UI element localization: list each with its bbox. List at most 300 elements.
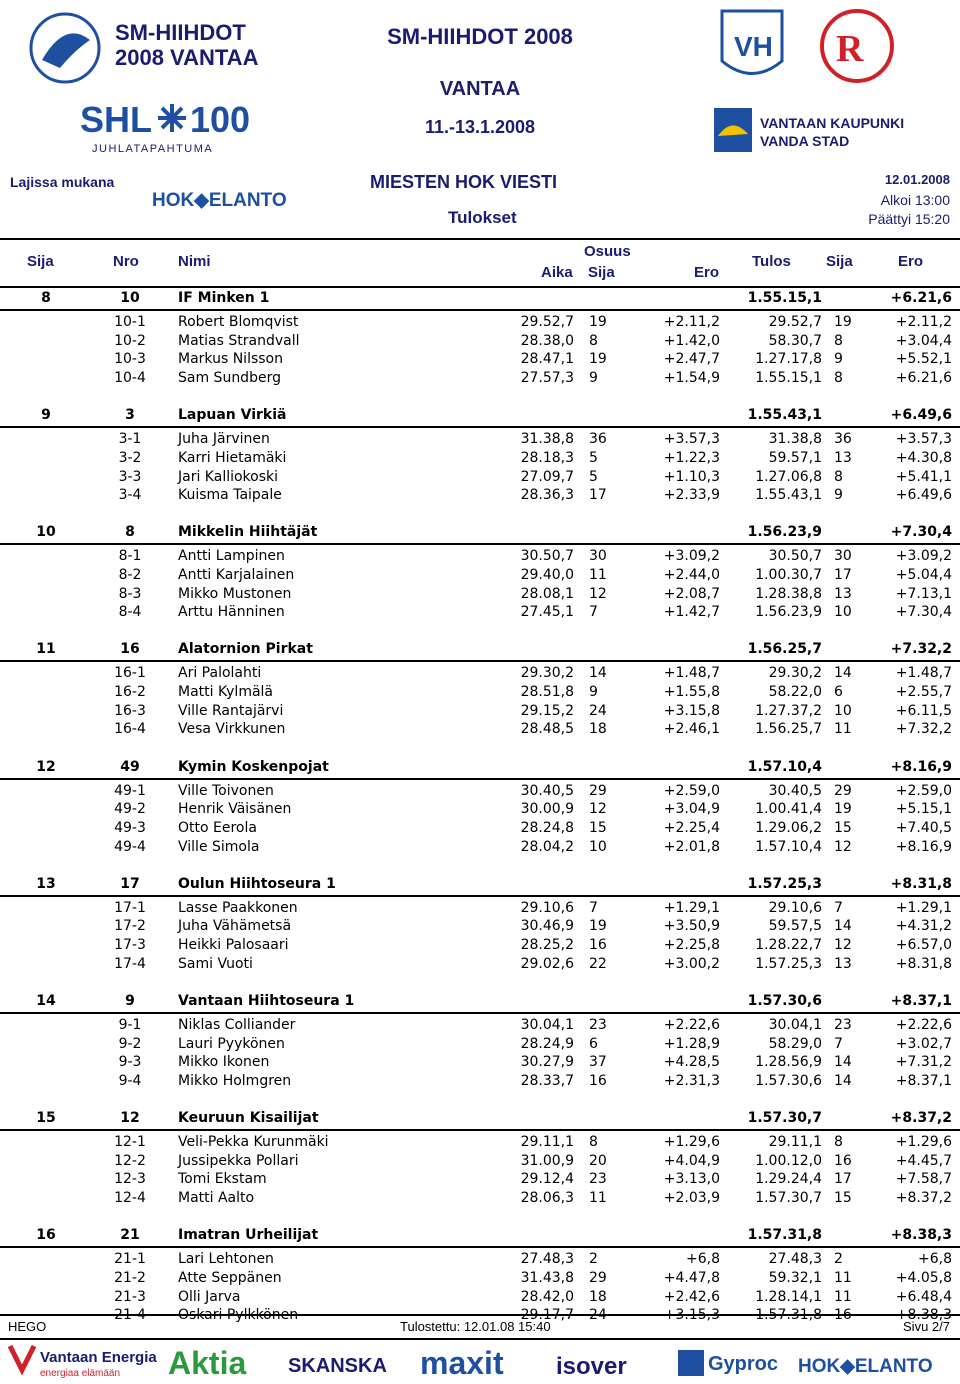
cumulative-rank: 30 [834,548,852,565]
leg-time: 29.02,6 [520,955,574,972]
cumulative-diff: +5.41,1 [895,468,952,485]
leg-time: 29.17,7 [520,1307,574,1324]
team-diff: +8.38,3 [890,1227,952,1244]
leg-row [0,350,960,369]
cumulative-time: 1.00.41,4 [755,801,822,818]
leg-row [0,1152,960,1171]
team-name: Imatran Urheilijat [178,1227,319,1244]
leg-time: 28.47,1 [520,351,574,368]
team-result: 1.57.31,8 [747,1227,822,1244]
leg-rank: 9 [589,684,598,701]
team-diff: +7.30,4 [890,524,952,541]
team-block [0,641,960,739]
leg-diff: +4.47,8 [663,1269,720,1286]
skier-name: Mikko Ikonen [178,1054,270,1071]
leg-number: 12-4 [114,1190,146,1207]
cumulative-diff: +1.29,6 [895,1133,952,1150]
leg-diff: +2.33,9 [663,487,720,504]
cumulative-rank: 6 [834,684,843,701]
leg-row [0,936,960,955]
leg-row [0,332,960,351]
team-result: 1.57.30,7 [747,1109,822,1126]
cumulative-diff: +8.38,3 [895,1307,952,1324]
leg-row [0,313,960,332]
leg-row [0,838,960,857]
footer-page-number: Sivu 2/7 [903,1319,950,1334]
cumulative-rank: 19 [834,314,852,330]
leg-diff: +2.42,6 [663,1288,720,1305]
leg-rank: 24 [589,1307,607,1324]
col-leg-ero: Ero [694,264,720,281]
leg-row [0,585,960,604]
leg-number: 8-1 [118,548,142,565]
team-rank: 16 [36,1227,56,1244]
team-row [0,876,960,897]
leg-row [0,819,960,838]
cumulative-rank: 8 [834,332,843,349]
skier-name: Jussipekka Pollari [178,1152,299,1169]
team-block [0,524,960,622]
cumulative-time: 1.56.23,9 [755,604,822,621]
cumulative-rank: 9 [834,351,843,368]
team-result: 1.55.15,1 [747,290,822,306]
skier-name: Vesa Virkkunen [178,721,286,738]
team-result: 1.57.25,3 [747,875,822,892]
leg-diff: +1.48,7 [663,665,720,682]
leg-number: 3-1 [118,431,142,448]
leg-number: 49-1 [114,782,146,799]
cumulative-time: 1.27.06,8 [755,468,822,485]
team-rank: 15 [36,1109,56,1126]
leg-row [0,1035,960,1054]
cumulative-rank: 9 [834,487,843,504]
leg-number: 17-1 [114,899,146,916]
leg-number: 8-2 [118,566,142,583]
skier-name: Ville Simola [178,838,260,855]
leg-diff: +3.04,9 [663,801,720,818]
skier-name: Antti Karjalainen [178,566,295,583]
vantaa-city-logo [714,108,904,152]
cumulative-diff: +6.48,4 [895,1288,952,1305]
skier-name: Henrik Väisänen [178,801,292,818]
team-result: 1.57.10,4 [747,758,822,775]
sponsor-logos-right [712,6,912,166]
leg-diff: +1.54,9 [663,370,720,387]
leg-number: 9-1 [118,1016,142,1033]
cumulative-diff: +2.59,0 [895,782,952,799]
leg-time: 29.11,1 [520,1133,574,1150]
leg-number: 3-3 [118,468,142,485]
cumulative-time: 59.57,5 [768,918,822,935]
leg-rank: 36 [589,431,607,448]
leg-rank: 11 [589,1190,607,1207]
leg-number: 10-3 [114,351,146,368]
team-rank: 8 [41,290,51,306]
leg-time: 28.08,1 [520,585,574,602]
leg-number: 3-4 [118,487,142,504]
leg-row [0,1133,960,1152]
cumulative-diff: +2.55,7 [895,684,952,701]
leg-time: 28.36,3 [520,487,574,504]
leg-time: 31.38,8 [520,431,574,448]
leg-diff: +1.28,9 [663,1035,720,1052]
leg-diff: +1.42,0 [663,332,720,349]
leg-row [0,1170,960,1189]
skier-name: Markus Nilsson [178,351,283,368]
leg-row [0,702,960,721]
cumulative-rank: 11 [834,1288,852,1305]
leg-row [0,449,960,468]
cumulative-time: 58.22,0 [768,684,822,701]
leg-row [0,683,960,702]
team-rank: 12 [36,758,56,775]
gyproc-logo [678,1350,778,1376]
cumulative-diff: +6.21,6 [895,370,952,387]
leg-diff: +3.15,8 [663,702,720,719]
team-row [0,759,960,780]
cumulative-time: 1.57.30,7 [755,1190,822,1207]
leg-row [0,1016,960,1035]
cumulative-rank: 11 [834,721,852,738]
leg-diff: +3.57,3 [663,431,720,448]
cumulative-diff: +6.11,5 [895,702,952,719]
leg-row [0,899,960,918]
maxit-logo: maxit [420,1345,504,1381]
team-name: Mikkelin Hiihtäjät [178,524,318,541]
cumulative-diff: +6,8 [918,1251,952,1268]
cumulative-time: 30.50,7 [768,548,822,565]
leg-diff: +4.04,9 [663,1152,720,1169]
leg-time: 31.00,9 [520,1152,574,1169]
cumulative-time: 59.32,1 [768,1269,822,1286]
shl-number: 100 [190,99,251,140]
cumulative-rank: 14 [834,918,852,935]
leg-row [0,603,960,622]
leg-number: 12-1 [114,1133,146,1150]
leg-rank: 5 [589,449,598,466]
shl-sub: JUHLATAPAHTUMA [92,143,214,155]
leg-time: 27.09,7 [520,468,574,485]
leg-time: 30.27,9 [520,1054,574,1071]
col-sija: Sija [27,253,54,270]
col-tulos: Tulos [752,253,791,270]
cumulative-diff: +2.11,2 [895,314,952,330]
leg-rank: 15 [589,819,607,836]
cumulative-time: 1.29.06,2 [755,819,822,836]
vantaa-city-text-2: VANDA STAD [760,133,850,149]
leg-diff: +2.25,4 [663,819,720,836]
skier-name: Niklas Colliander [178,1016,296,1033]
cumulative-time: 1.27.37,2 [755,702,822,719]
leg-number: 16-3 [114,702,146,719]
team-rank: 10 [36,524,56,541]
leg-diff: +1.29,6 [663,1133,720,1150]
event-title-line3: 11.-13.1.2008 [424,117,536,137]
cumulative-diff: +4.31,2 [895,918,952,935]
cumulative-rank: 17 [834,566,852,583]
cumulative-time: 29.52,7 [768,314,822,330]
cumulative-time: 1.57.30,6 [755,1072,822,1089]
leg-number: 21-2 [114,1269,146,1286]
leg-diff: +2.47,7 [663,351,720,368]
skier-name: Mikko Mustonen [178,585,292,602]
leg-rank: 29 [589,1269,607,1286]
skier-name: Heikki Palosaari [178,937,289,954]
cumulative-rank: 7 [834,899,843,916]
team-name: Kymin Koskenpojat [178,758,329,775]
vantaan-hiihtoseura-logo [722,11,782,74]
cumulative-diff: +1.29,1 [895,899,952,916]
leg-diff: +2.44,0 [663,566,720,583]
cumulative-time: 59.57,1 [768,449,822,466]
cumulative-time: 1.28.22,7 [755,937,822,954]
cumulative-diff: +4.30,8 [895,449,952,466]
skier-name: Matti Aalto [178,1190,255,1207]
leg-diff: +2.03,9 [663,1190,720,1207]
leg-number: 8-3 [118,585,142,602]
leg-rank: 16 [589,937,607,954]
leg-rank: 29 [589,782,607,799]
leg-number: 12-3 [114,1171,146,1188]
cumulative-rank: 7 [834,1035,843,1052]
leg-row [0,1269,960,1288]
leg-number: 49-2 [114,801,146,818]
leg-rank: 18 [589,1288,607,1305]
cumulative-time: 1.00.12,0 [755,1152,822,1169]
cumulative-rank: 16 [834,1307,852,1324]
leg-rank: 18 [589,721,607,738]
skier-name: Oskari Pylkkönen [178,1307,299,1324]
participating-label: Lajissa mukana [10,174,115,190]
team-number: 12 [120,1109,140,1126]
cumulative-diff: +7.31,2 [895,1054,952,1071]
team-block [0,1227,960,1325]
svg-text:Gyproc: Gyproc [708,1353,779,1375]
leg-rank: 8 [589,332,598,349]
leg-diff: +3.15,3 [663,1307,720,1324]
vantaan-energia-logo [10,1346,157,1379]
leg-rank: 23 [589,1171,607,1188]
leg-time: 29.40,0 [520,566,574,583]
logo-text-1: SM-HIIHDOT [115,20,246,45]
sm-hiihdot-logo [20,10,260,160]
leg-row [0,1288,960,1307]
team-diff: +8.31,8 [890,875,952,892]
team-number: 17 [120,875,140,892]
cumulative-diff: +4.05,8 [895,1269,952,1286]
leg-time: 28.06,3 [520,1190,574,1207]
leg-number: 9-2 [118,1035,142,1052]
team-diff: +8.37,1 [890,992,952,1009]
hok-elanto-sponsor-logo: HOK◆ELANTO [798,1356,933,1377]
isover-logo: isover [556,1353,627,1380]
leg-diff: +2.08,7 [663,585,720,602]
skier-name: Lari Lehtonen [178,1251,274,1268]
leg-diff: +3.09,2 [663,548,720,565]
leg-time: 28.04,2 [520,838,574,855]
leg-row [0,1053,960,1072]
team-row [0,290,960,311]
hok-elanto-logo [152,186,302,212]
skier-name: Juha Järvinen [178,431,270,448]
cumulative-rank: 8 [834,468,843,485]
leg-number: 10-4 [114,370,146,387]
team-name: Alatornion Pirkat [178,641,313,658]
leg-time: 28.24,9 [520,1035,574,1052]
team-block [0,290,960,388]
event-title-line2: VANTAA [439,78,521,100]
leg-row [0,566,960,585]
cumulative-rank: 2 [834,1251,843,1268]
leg-diff: +2.25,8 [663,937,720,954]
cumulative-time: 29.30,2 [768,665,822,682]
cumulative-diff: +8.31,8 [895,955,952,972]
cumulative-time: 27.48,3 [768,1251,822,1268]
cumulative-diff: +6.49,6 [895,487,952,504]
leg-row [0,800,960,819]
leg-rank: 19 [589,351,607,368]
team-block [0,993,960,1091]
cumulative-time: 1.27.17,8 [755,351,822,368]
team-block [0,1110,960,1208]
leg-time: 31.43,8 [520,1269,574,1286]
leg-row [0,430,960,449]
leg-rank: 12 [589,801,607,818]
logo-text-2: 2008 VANTAA [115,45,259,70]
col-total-sija: Sija [826,253,853,270]
leg-diff: +3.50,9 [663,918,720,935]
skier-name: Lauri Pyykönen [178,1035,285,1052]
leg-number: 10-1 [114,314,146,330]
cumulative-time: 1.29.24,4 [755,1171,822,1188]
leg-diff: +2.59,0 [663,782,720,799]
cumulative-time: 31.38,8 [768,431,822,448]
cumulative-rank: 15 [834,819,852,836]
skier-name: Jari Kalliokoski [178,468,279,485]
col-nro: Nro [113,253,139,270]
cumulative-time: 1.57.25,3 [755,955,822,972]
skier-name: Arttu Hänninen [178,604,285,621]
team-row [0,1110,960,1131]
leg-number: 16-2 [114,684,146,701]
svg-text:energiaa elämään: energiaa elämään [40,1368,121,1379]
leg-time: 30.46,9 [520,918,574,935]
leg-rank: 24 [589,702,607,719]
column-headers [0,238,960,288]
leg-time: 28.18,3 [520,449,574,466]
col-nimi: Nimi [178,253,211,270]
skier-name: Mikko Holmgren [178,1072,292,1089]
cumulative-rank: 8 [834,370,843,387]
col-osuus: Osuus [584,243,631,260]
cumulative-rank: 10 [834,702,852,719]
snowflake-icon [158,104,186,132]
leg-time: 28.33,7 [520,1072,574,1089]
leg-rank: 16 [589,1072,607,1089]
skier-name: Lasse Paakkonen [178,899,298,916]
cumulative-rank: 8 [834,1133,843,1150]
cumulative-diff: +3.02,7 [895,1035,952,1052]
leg-time: 27.48,3 [520,1251,574,1268]
cumulative-time: 1.56.25,7 [755,721,822,738]
leg-rank: 30 [589,548,607,565]
team-block [0,876,960,974]
cumulative-time: 1.00.30,7 [755,566,822,583]
sponsor-strip [0,1340,960,1382]
leg-rank: 5 [589,468,598,485]
team-row [0,641,960,662]
leg-rank: 20 [589,1152,607,1169]
end-time: Päättyi 15:20 [868,211,950,227]
leg-number: 8-4 [118,604,142,621]
leg-number: 9-4 [118,1072,142,1089]
leg-diff: +2.01,8 [663,838,720,855]
skier-name: Ville Rantajärvi [178,702,284,719]
leg-diff: +3.00,2 [663,955,720,972]
skier-name: Olli Jarva [178,1288,241,1305]
leg-time: 28.42,0 [520,1288,574,1305]
team-row [0,993,960,1014]
cumulative-time: 29.10,6 [768,899,822,916]
team-number: 21 [120,1227,140,1244]
cumulative-rank: 10 [834,604,852,621]
team-result: 1.56.25,7 [747,641,822,658]
skier-name: Matti Kylmälä [178,684,273,701]
leg-diff: +1.22,3 [663,449,720,466]
leg-row [0,917,960,936]
leg-diff: +2.11,2 [663,314,720,330]
event-title-line1: SM-HIIHDOT 2008 [387,24,573,49]
leg-number: 21-3 [114,1288,146,1305]
leg-row [0,720,960,739]
cumulative-diff: +3.57,3 [895,431,952,448]
team-name: Vantaan Hiihtoseura 1 [178,992,355,1009]
leg-time: 28.38,0 [520,332,574,349]
svg-text:HOK◆ELANTO: HOK◆ELANTO [152,190,287,211]
leg-rank: 22 [589,955,607,972]
leg-rank: 14 [589,665,607,682]
skier-name: Otto Eerola [178,819,257,836]
leg-diff: +6,8 [686,1251,720,1268]
leg-rank: 37 [589,1054,607,1071]
leg-rank: 7 [589,899,598,916]
team-result: 1.56.23,9 [747,524,822,541]
cumulative-time: 1.57.10,4 [755,838,822,855]
cumulative-rank: 12 [834,937,852,954]
footer-hego: HEGO [8,1319,47,1334]
footer-printed: Tulostettu: 12.01.08 15:40 [400,1319,551,1334]
team-rank: 13 [36,875,56,892]
leg-time: 27.45,1 [520,604,574,621]
leg-rank: 8 [589,1133,598,1150]
cumulative-rank: 11 [834,1269,852,1286]
col-total-ero: Ero [898,253,924,270]
results-table [0,290,960,1344]
cumulative-diff: +7.58,7 [895,1171,952,1188]
skier-name: Karri Hietamäki [178,449,287,466]
team-row [0,1227,960,1248]
cumulative-time: 1.55.43,1 [755,487,822,504]
cumulative-diff: +7.30,4 [895,604,952,621]
vantaa-city-text-1: VANTAAN KAUPUNKI [760,115,905,131]
leg-rank: 10 [589,838,607,855]
leg-time: 29.10,6 [520,899,574,916]
leg-rank: 23 [589,1016,607,1033]
cumulative-rank: 12 [834,838,852,855]
team-number: 10 [120,290,140,306]
leg-number: 12-2 [114,1152,146,1169]
team-number: 9 [125,992,135,1009]
